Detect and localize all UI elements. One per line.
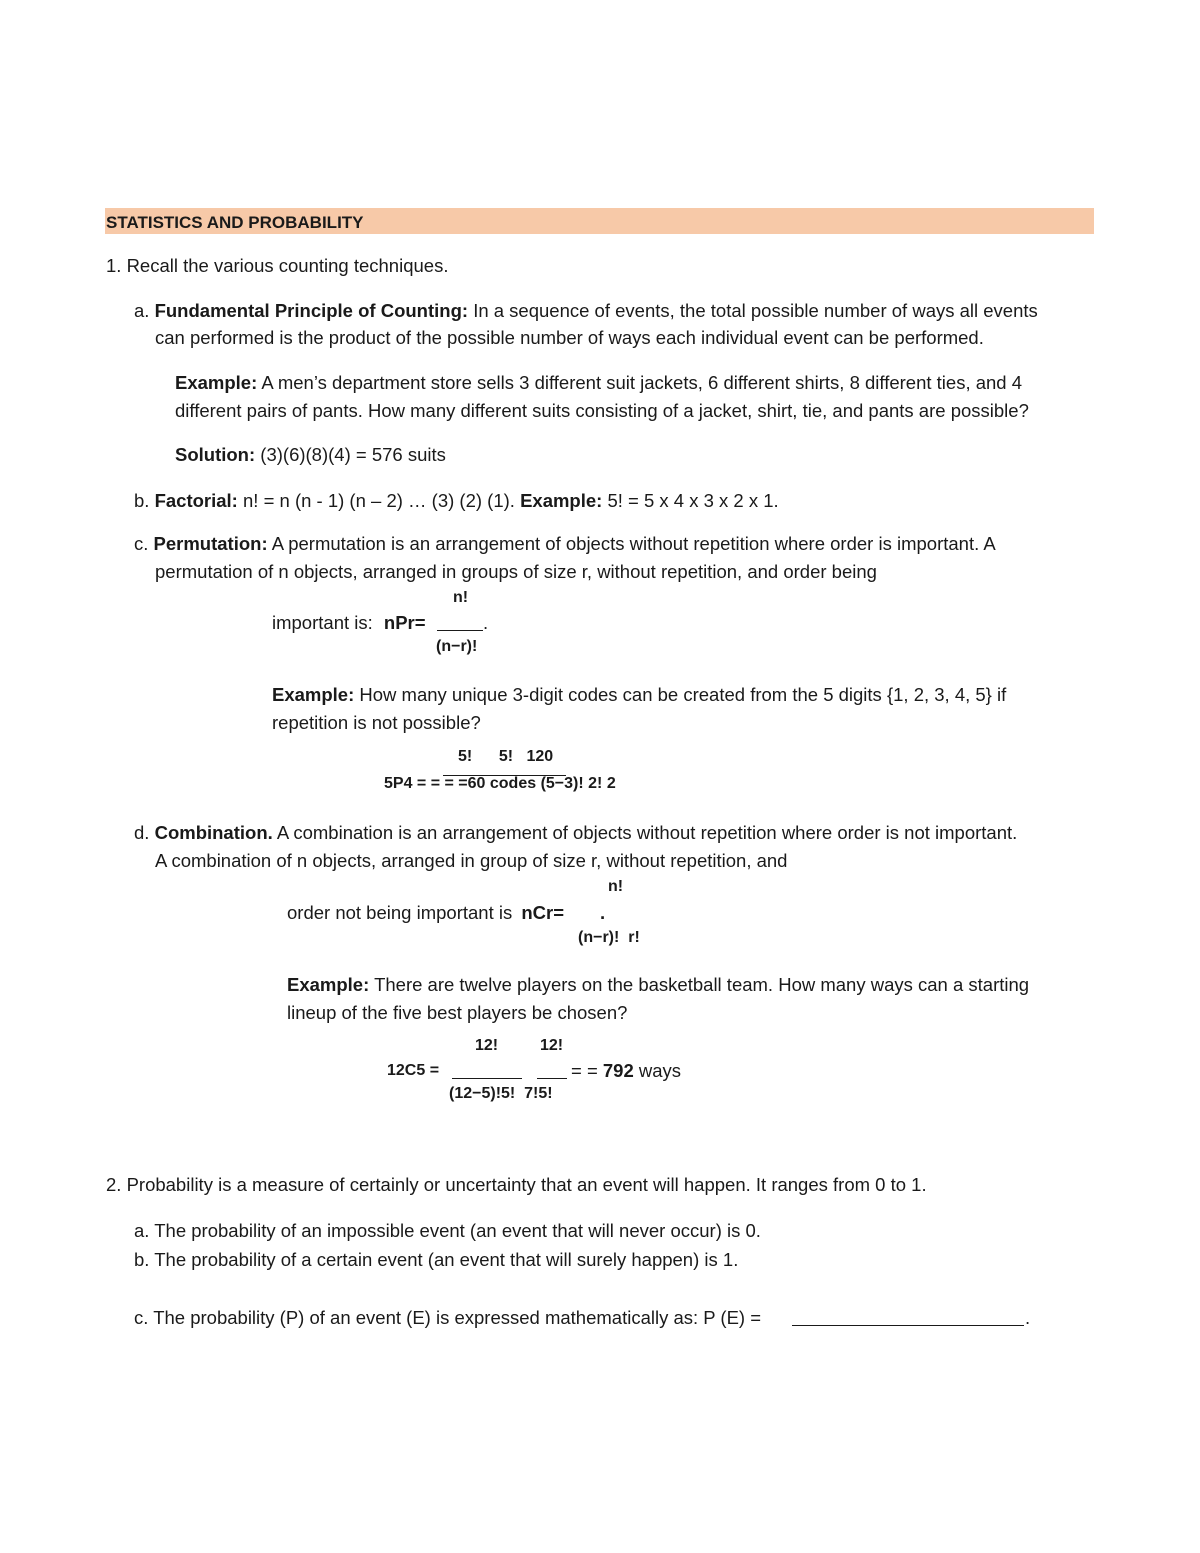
c-calc-label: 12C5 = [387,1062,440,1079]
item-1-lead: 1. Recall the various counting techniques. [106,255,449,276]
item-1c-marker: c. [134,533,149,554]
npr-lead: important is: [272,612,373,633]
item-1a-example-line2: different pairs of pants. How many different suits consisting of a jacket, shirt, tie, and pants are possible? [175,400,1029,421]
npr-end: . [483,612,489,633]
ncr-end: . [600,902,606,923]
npr-denominator: (n−r)! [436,638,478,655]
item-1c-example-text1: How many unique 3-digit codes can be created from the 5 digits {1, 2, 3, 4, 5} if [359,684,1007,705]
ncr-formula-line [287,904,564,923]
item-1a-example-label: Example: [175,372,258,393]
item-1c-def-line1: A permutation is an arrangement of objects without repetition where order is important. A [271,533,996,554]
item-1c-example-line2: repetition is not possible? [272,712,481,733]
npr-fraction-bar [437,630,483,631]
npr-label: nPr= [383,612,426,633]
item-1d-marker: d. [134,822,150,843]
c-calc-bar2 [537,1078,567,1079]
item-2b: b. The probability of a certain event (an event that will surely happen) is 1. [134,1249,739,1270]
item-1a-solution [175,446,446,465]
ncr-label: nCr= [521,902,565,923]
item-1d-example-text1: There are twelve players on the basketball team. How many ways can a starting [374,974,1030,995]
item-1a-solution-text: (3)(6)(8)(4) = 576 suits [260,444,446,465]
item-2-lead: 2. Probability is a measure of certainly or uncertainty that an event will happen. It ranges from 0 to 1. [106,1174,927,1195]
npr-numerator: n! [453,589,469,606]
p-calc-fraction-bar [443,775,566,776]
item-1a-line1 [134,302,1038,321]
item-1d-example-line1 [287,976,1029,995]
item-2a: a. The probability of an impossible event (an event that will never occur) is 0. [134,1220,761,1241]
item-1d-example-line2: lineup of the five best players be chosen? [287,1002,628,1023]
ncr-denominator: (n−r)! r! [578,929,640,946]
item-1c-term: Permutation: [153,533,268,554]
item-1b-line [134,492,779,511]
c-calc-result: 792 [602,1060,634,1081]
c-calc-eq: = = [571,1060,598,1081]
ncr-numerator: n! [608,878,624,895]
npr-formula-line [272,614,426,633]
item-1b-term: Factorial: [154,490,238,511]
p-calc-label: 5P4 = [384,775,427,792]
item-1c-line1 [134,535,996,554]
item-2c: c. The probability (P) of an event (E) is expressed mathematically as: P (E) = [134,1307,762,1328]
item-1a-marker: a. [134,300,150,321]
item-1a-example-text1: A men’s department store sells 3 different suit jackets, 6 different shirts, 8 different ties, and 4 [261,372,1023,393]
item-1a-def-line1: In a sequence of events, the total possible number of ways all events [473,300,1038,321]
item-2c-end: . [1025,1307,1031,1328]
item-1d-line1 [134,824,1017,843]
item-1d-def-line2: A combination of n objects, arranged in group of size r, without repetition, and [155,850,788,871]
p-calc-top: 5! 5! 120 [458,748,554,765]
item-1d-example-label: Example: [287,974,370,995]
c-calc-result-line [571,1062,681,1081]
c-calc-numer1: 12! [475,1037,499,1054]
item-1b-example-label: Example: [520,490,603,511]
item-1b-def: n! = n (n - 1) (n – 2) … (3) (2) (1). [243,490,515,511]
p-calc-rest: = = =60 codes (5−3)! 2! 2 [430,775,616,792]
item-1d-def-line1: A combination is an arrangement of objects without repetition where order is not important. [276,822,1018,843]
c-calc-bar1 [452,1078,522,1079]
item-1a-example-line1 [175,374,1022,393]
item-1c-example-line1 [272,686,1006,705]
item-1c-def-line2: permutation of n objects, arranged in groups of size r, without repetition, and order being [155,561,877,582]
p-calc-line [384,776,616,792]
item-1d-term: Combination. [154,822,273,843]
c-calc-unit: ways [638,1060,682,1081]
probability-blank-line [792,1325,1024,1326]
item-1a-def-line2: can performed is the product of the possible number of ways each individual event can be performed. [155,327,984,348]
c-calc-numer2: 12! [540,1037,564,1054]
item-1a-solution-label: Solution: [175,444,256,465]
c-calc-denominator: (12−5)!5! 7!5! [449,1085,553,1102]
item-1a-term: Fundamental Principle of Counting: [154,300,469,321]
item-1c-example-label: Example: [272,684,355,705]
section-title: STATISTICS AND PROBABILITY [106,213,364,232]
item-1b-marker: b. [134,490,150,511]
ncr-lead: order not being important is [287,902,513,923]
item-1b-example-text: 5! = 5 x 4 x 3 x 2 x 1. [607,490,779,511]
